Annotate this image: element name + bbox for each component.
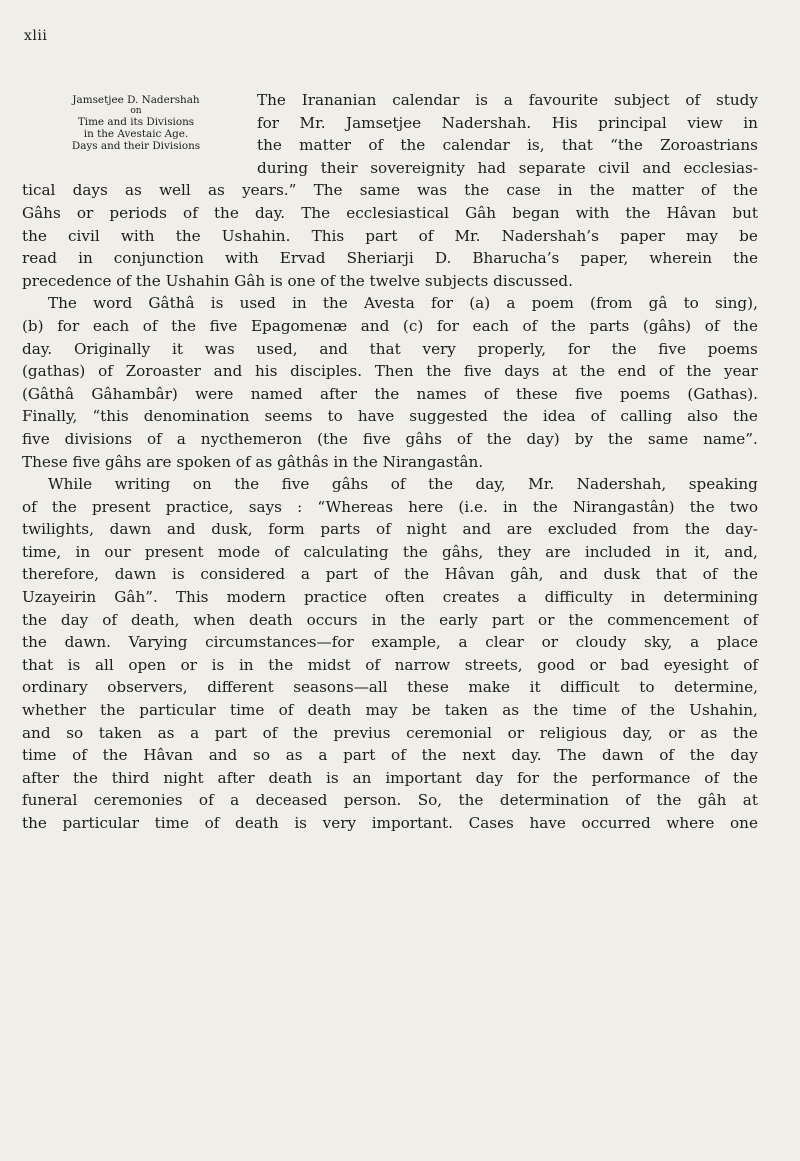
text-line: funeral ceremonies of a deceased person. So, the determination of the gâh at <box>22 791 758 810</box>
text-line: (gathas) of Zoroaster and his disciples. Then the five days at the end of the year <box>22 362 758 381</box>
text-line: time, in our present mode of calculating the gâhs, they are included in it, and, <box>22 542 758 561</box>
margin-note-line: Time and its Divisions <box>77 116 195 128</box>
text-line: day. Originally it was used, and that very properly, for the five poems <box>22 339 758 358</box>
margin-note-line: Days and their Divisions <box>71 140 201 152</box>
text-line: (b) for each of the five Epagomenæ and (c) for each of the parts (gâhs) of the <box>22 316 758 335</box>
text-line: Uzayeirin Gâh”. This modern practice often creates a difficulty in determining <box>22 588 758 607</box>
text-line: twilights, dawn and dusk, form parts of night and are excluded from the day- <box>22 520 758 539</box>
text-line: that is all open or is in the midst of narrow streets, good or bad eyesight of <box>22 655 758 674</box>
text-line: Gâhs or periods of the day. The ecclesiastical Gâh began with the Hâvan but <box>22 203 758 222</box>
text-line: time of the Hâvan and so as a part of the next day. The dawn of the day <box>22 746 758 765</box>
text-line: the matter of the calendar is, that “the Zoroastrians <box>257 136 758 155</box>
margin-note-line: Jamsetjee D. Nadershah <box>72 94 200 106</box>
text-line: read in conjunction with Ervad Sheriarji D. Bharucha’s paper, wherein the <box>22 249 758 268</box>
text-line: ordinary observers, different seasons—all these make it difficult to determine, <box>22 678 758 697</box>
body-text <box>22 89 758 835</box>
text-line: (Gâthâ Gâhambâr) were named after the names of these five poems (Gathas). <box>22 384 758 403</box>
text-line: whether the particular time of death may be taken as the time of the Ushahin, <box>22 701 758 720</box>
text-line: tical days as well as years.” The same was the case in the matter of the <box>22 181 758 200</box>
text-line: therefore, dawn is considered a part of the Hâvan gâh, and dusk that of the <box>22 565 758 584</box>
margin-note-line: in the Avestaic Age. <box>83 128 189 140</box>
text-line: during their sovereignity had separate civil and ecclesias- <box>257 158 758 177</box>
text-line: These five gâhs are spoken of as gâthâs in the Nirangastân. <box>22 452 484 471</box>
text-line: The word Gâthâ is used in the Avesta for (a) a poem (from gâ to sing), <box>48 294 758 313</box>
text-line: While writing on the five gâhs of the day, Mr. Nadershah, speaking <box>48 475 758 494</box>
text-line: The Irananian calendar is a favourite subject of study <box>257 91 758 109</box>
text-line: the particular time of death is very important. Cases have occurred where one <box>22 814 758 832</box>
text-line: precedence of the Ushahin Gâh is one of the twelve subjects discussed. <box>22 271 573 290</box>
text-line: for Mr. Jamsetjee Nadershah. His principal view in <box>257 113 758 132</box>
text-line: after the third night after death is an important day for the performance of the <box>22 768 758 787</box>
page-number: xlii <box>24 28 48 44</box>
text-line: the day of death, when death occurs in the early part or the commencement of <box>22 610 758 629</box>
text-line: the civil with the Ushahin. This part of Mr. Nadershah’s paper may be <box>22 226 758 245</box>
text-line: Finally, “this denomination seems to have suggested the idea of calling also the <box>22 407 758 426</box>
text-line: the dawn. Varying circumstances—for example, a clear or cloudy sky, a place <box>22 633 758 652</box>
text-line: five divisions of a nycthemeron (the five gâhs of the day) by the same name”. <box>22 429 758 448</box>
text-line: of the present practice, says : “Whereas here (i.e. in the Nirangastân) the two <box>22 497 758 516</box>
text-line: and so taken as a part of the previus ceremonial or religious day, or as the <box>22 723 758 742</box>
margin-note-line: on <box>130 106 142 116</box>
